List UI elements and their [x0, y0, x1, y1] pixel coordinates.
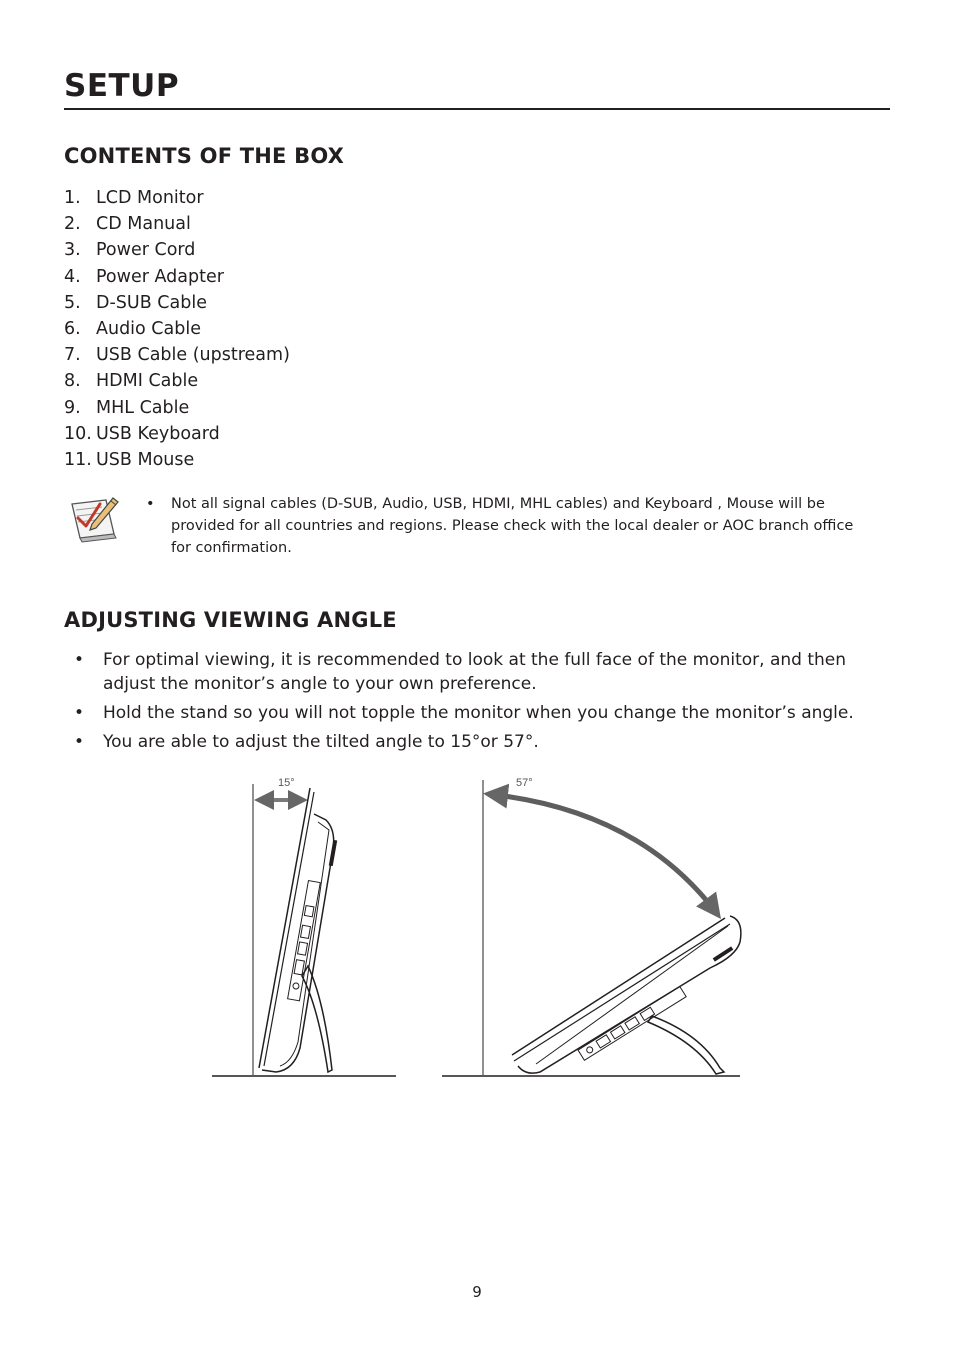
title-divider: [64, 108, 890, 110]
list-item: [64, 185, 290, 211]
bullet-text: Hold the stand so you will not topple the monitor when you change the monitor’s angle.: [103, 703, 854, 723]
contents-list: [64, 185, 290, 473]
list-item: [64, 264, 290, 290]
angle-label-57: 57°: [516, 777, 533, 789]
bullet-mark: •: [74, 650, 85, 670]
item-number: 4.: [64, 266, 81, 287]
bullet-mark: •: [74, 703, 85, 723]
item-label: LCD Monitor: [96, 188, 204, 208]
bullet-mark: •: [74, 732, 85, 752]
list-item: [74, 730, 890, 754]
list-item: [64, 237, 290, 263]
item-label: CD Manual: [96, 214, 191, 235]
list-item: [64, 316, 290, 342]
note-block: [146, 493, 876, 559]
note-text: Not all signal cables (D-SUB, Audio, USB, HDMI, MHL cables) and Keyboard , Mouse will be provided for all countries and regions. Please check with the local dealer or AOC branch office for confirmation.: [171, 496, 854, 556]
list-item: [64, 395, 290, 421]
item-number: 1.: [64, 188, 81, 208]
contents-heading: CONTENTS OF THE BOX: [64, 144, 345, 168]
angle-label-15: 15°: [278, 777, 295, 789]
item-number: 7.: [64, 345, 81, 366]
item-number: 2.: [64, 214, 81, 235]
monitor-57-degree-drawing: [442, 777, 741, 1076]
item-number: 8.: [64, 371, 81, 392]
item-number: 5.: [64, 292, 81, 313]
item-label: HDMI Cable: [96, 371, 199, 392]
item-label: Power Cord: [96, 240, 196, 261]
list-item: [64, 447, 290, 473]
item-number: 9.: [64, 397, 81, 418]
item-number: 3.: [64, 240, 81, 261]
list-item: [64, 211, 290, 237]
note-pencil-icon: [66, 494, 122, 544]
bullet-text: For optimal viewing, it is recommended to look at the full face of the monitor, and then adjust the monitor’s angle to your own preference.: [103, 650, 847, 694]
list-item: [74, 701, 890, 725]
item-label: MHL Cable: [96, 397, 190, 418]
item-number: 6.: [64, 318, 81, 339]
page-title: SETUP: [64, 68, 180, 104]
item-number: 11.: [64, 449, 92, 470]
item-label: Power Adapter: [96, 266, 224, 287]
item-label: Audio Cable: [96, 318, 201, 339]
item-label: USB Cable (upstream): [96, 345, 290, 366]
tilt-angle-figure: [200, 770, 760, 1090]
monitor-15-degree-drawing: [212, 777, 396, 1076]
list-item: [64, 368, 290, 394]
item-label: USB Keyboard: [96, 423, 220, 444]
bullet-text: You are able to adjust the tilted angle to 15°or 57°.: [103, 732, 539, 752]
page-number: 9: [472, 1283, 482, 1301]
item-label: D-SUB Cable: [96, 292, 207, 313]
list-item: [74, 648, 890, 696]
angle-bullet-list: [74, 648, 890, 759]
angle-heading: ADJUSTING VIEWING ANGLE: [64, 608, 397, 632]
item-label: USB Mouse: [96, 449, 195, 470]
list-item: [64, 290, 290, 316]
note-bullet: •: [146, 496, 155, 512]
list-item: [64, 342, 290, 368]
item-number: 10.: [64, 423, 92, 444]
list-item: [64, 421, 290, 447]
